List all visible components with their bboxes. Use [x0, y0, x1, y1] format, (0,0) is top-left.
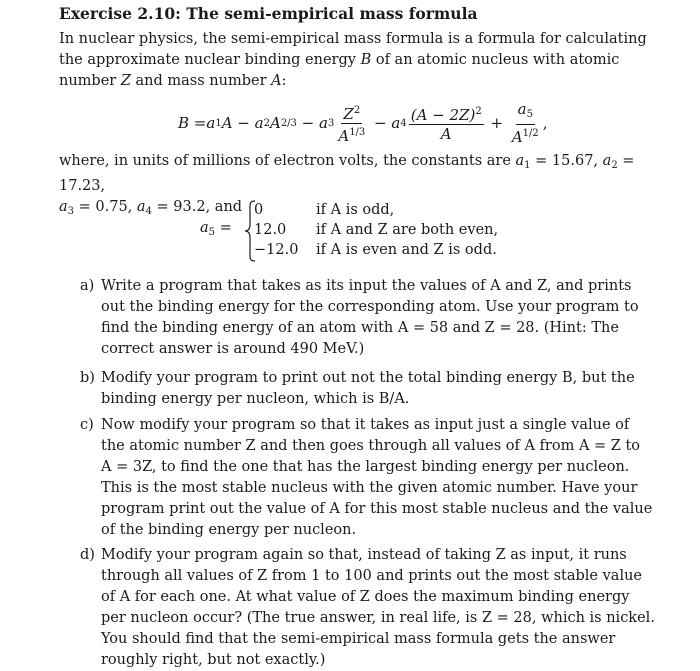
question-item-c: c) Now modify your program so that it takes as input just a single value of the atomic number Z and then goes through all values of A from A = Z to A = 3Z, to find the one that has the largest binding energy per nucleon. This is the most stable nucleus with the given atomic number. Have your program print out the value of A for this most stable nucleus and the value of the binding energy per nucleon.: [80, 417, 653, 538]
question-item-d: d) Modify your program again so that, instead of taking Z as input, it runs through all values of Z from 1 to 100 and prints out the most stable value of A for each one. At what value of Z does the maximum binding energy per nucleon occur? (The true answer, in real life, is Z = 28, which is nickel. You should find that the semi-empirical mass formula gets the answer roughly right, but not exactly.): [80, 547, 655, 668]
fraction-asymmetry-term: $\frac{(A - 2Z)^2}{A}$: [410, 106, 482, 143]
exercise-title: Exercise 2.10: The semi-empirical mass formula: [59, 4, 478, 23]
question-item-b: b) Modify your program to print out not the total binding energy B, but the binding energy per nucleon, which is B/A.: [80, 370, 635, 407]
question-item-a: a) Write a program that takes as its input the values of A and Z, and prints out the binding energy for the corresponding atom. Use your program to find the binding energy of an atom with A = 58 and Z = 28. (Hint: The correct answer is around 490 MeV.): [80, 278, 639, 357]
piecewise-row: 0 if A is odd,: [254, 202, 395, 218]
piecewise-row: −12.0 if A is even and Z is odd.: [254, 242, 497, 258]
piecewise-row: 12.0 if A and Z are both even,: [254, 222, 499, 238]
fraction-a5-over-a12: $\frac{a_5}{A^{1/2}}$: [511, 100, 539, 146]
mass-formula: B = a 1 A − a 2 A 2/3 − a 3 $\frac{Z^2}{A^{1/3}}$ − a 4 $\frac{(A - 2Z)^2}{A}$ + $\frac{a_5}{A^{1/2}}$ ,: [178, 100, 548, 146]
exercise-page: Exercise 2.10: The semi-empirical mass formula In nuclear physics, the semi-empirical mass formula is a formula for calculating the approximate nuclear binding energy B of an atomic nucleus with atomic number Z and mass number A: B = a 1 A − a 2 A 2/3 − a 3 $\frac{Z^2}{A^{1/3}}$ − a 4 $\frac{(A - 2Z)^2}{A}$ + $\frac{a_5}{A^{1/2}}$ , where, in units of millions of electron volts, the constants are $a_1 = 15.67$, $a_2 = 17.23$, $a_3 = 0.75$, $a_4 = 93.2$, and $a_5$ = 0 if A is odd, 12.0 if A and Z are both even, −12.0 if A is even and Z is odd. a) Write a program that takes as its input the values of A and Z, and prints out the binding energy for the corresponding atom. Use your program to find the binding energy of an atom with A = 58 and Z = 28. (Hint: The correct answer is around 490 MeV.) b) Modify your program to print out not the total binding energy B, but the binding energy per nucleon, which is B/A. c) Now modify your program so that it takes as input just a single value of the atomic number Z and then goes through all values of A from A = Z to A = 3Z, to find the one that has the largest binding energy per nucleon. This is the most stable nucleus with the given atomic number. Have your program print out the value of A for this most stable nucleus and the value of the binding energy per nucleon. d) Modify your program again so that, instead of taking Z as input, it runs through all values of Z from 1 to 100 and prints out the most stable value of A for each one. At what value of Z does the maximum binding energy per nucleon occur? (The true answer, in real life, is Z = 28, which is nickel. You should find that the semi-empirical mass formula gets the answer roughly right, but not exactly.): [0, 0, 700, 660]
intro-paragraph: In nuclear physics, the semi-empirical mass formula is a formula for calculating the approximate nuclear binding energy B of an atomic nucleus with atomic number Z and mass number A:: [59, 31, 647, 89]
constants-paragraph: where, in units of millions of electron volts, the constants are $a_1 = 15.67$, $a_2 = 17.23$, $a_3 = 0.75$, $a_4 = 93.2$, and: [59, 153, 635, 217]
fraction-z2-over-a13: $\frac{Z^2}{A^{1/3}}$: [338, 104, 366, 145]
